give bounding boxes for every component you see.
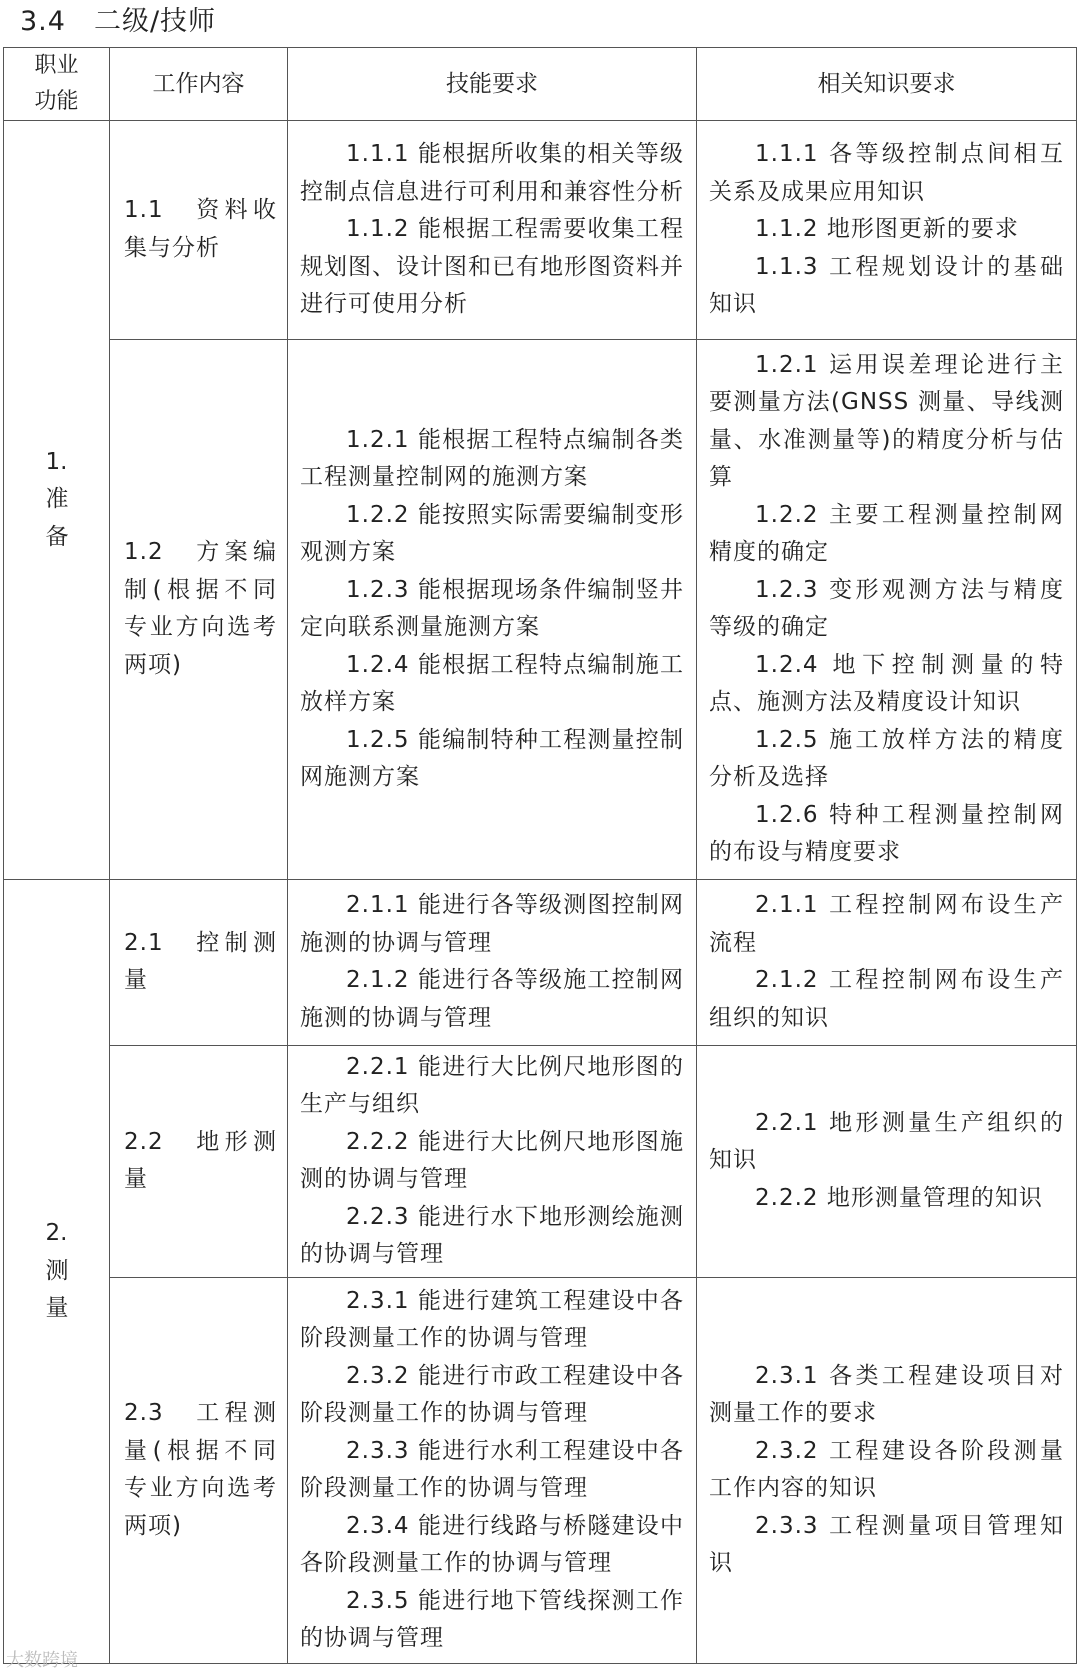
function-cell	[4, 880, 110, 1664]
function-label-line: 准	[45, 486, 69, 513]
table-header-row	[4, 48, 1077, 121]
watermark: 大数跨境	[6, 1650, 78, 1671]
skill-item: 1.2.1 能根据工程特点编制各类工程测量控制网的施测方案	[300, 426, 684, 491]
knowledge-item: 1.1.1 各等级控制点间相互关系及成果应用知识	[709, 141, 1064, 205]
function-label-line: 备	[45, 523, 69, 550]
skill-item: 2.3.2 能进行市政工程建设中各阶段测量工作的协调与管理	[300, 1362, 684, 1427]
table-row	[4, 1045, 1077, 1277]
skill-item: 2.2.1 能进行大比例尺地形图的生产与组织	[300, 1053, 684, 1118]
knowledge-requirements-cell	[697, 339, 1077, 879]
header-function-line: 职业	[34, 53, 79, 78]
header-function	[4, 48, 110, 121]
skill-item: 1.2.3 能根据现场条件编制竖井定向联系测量施测方案	[300, 576, 684, 641]
knowledge-item: 2.2.2 地形测量管理的知识	[755, 1184, 1043, 1211]
skill-item: 2.2.3 能进行水下地形测绘施测的协调与管理	[300, 1203, 684, 1268]
function-cell	[4, 121, 110, 880]
knowledge-item: 1.2.3 变形观测方法与精度等级的确定	[709, 576, 1064, 641]
skill-item: 1.1.2 能根据工程需要收集工程规划图、设计图和已有地形图资料并进行可使用分析	[300, 216, 684, 318]
knowledge-requirements-cell	[697, 121, 1077, 340]
skill-requirements-cell	[288, 339, 697, 879]
skill-item: 1.2.2 能按照实际需要编制变形观测方案	[300, 501, 684, 566]
skill-requirements-cell	[288, 1045, 697, 1277]
knowledge-item: 2.1.1 工程控制网布设生产流程	[709, 892, 1064, 956]
work-content-cell: 1.1 资料收集与分析	[110, 121, 288, 340]
knowledge-requirements-cell	[697, 880, 1077, 1045]
table-row	[4, 121, 1077, 340]
work-content-cell: 2.2 地形测量	[110, 1045, 288, 1277]
knowledge-item: 2.3.3 工程测量项目管理知识	[709, 1512, 1064, 1577]
section-heading: 3.4 二级/技师	[20, 6, 217, 37]
knowledge-item: 2.3.2 工程建设各阶段测量工作内容的知识	[709, 1437, 1064, 1502]
skills-standard-table	[3, 47, 1077, 1664]
knowledge-item: 2.1.2 工程控制网布设生产组织的知识	[709, 967, 1064, 1031]
skill-requirements-cell	[288, 880, 697, 1045]
header-work-content: 工作内容	[110, 48, 288, 121]
header-function-line: 功能	[34, 89, 79, 114]
knowledge-item: 1.1.2 地形图更新的要求	[755, 216, 1019, 243]
knowledge-item: 1.2.4 地下控制测量的特点、施测方法及精度设计知识	[709, 651, 1064, 716]
skill-item: 1.2.4 能根据工程特点编制施工放样方案	[300, 651, 684, 716]
work-content-cell: 2.3 工程测量(根据不同专业方向选考两项)	[110, 1277, 288, 1663]
work-content-cell: 2.1 控制测量	[110, 880, 288, 1045]
header-knowledge-requirements: 相关知识要求	[697, 48, 1077, 121]
function-label-line: 2.	[45, 1220, 68, 1247]
skill-item: 2.2.2 能进行大比例尺地形图施测的协调与管理	[300, 1128, 684, 1193]
table-row	[4, 1277, 1077, 1663]
function-label-line: 量	[45, 1295, 69, 1322]
header-skill-requirements: 技能要求	[288, 48, 697, 121]
skill-item: 1.1.1 能根据所收集的相关等级控制点信息进行可利用和兼容性分析	[300, 141, 684, 205]
knowledge-item: 1.2.1 运用误差理论进行主要测量方法(GNSS 测量、导线测量、水准测量等)的精度分析与估算	[709, 351, 1064, 491]
table-row	[4, 880, 1077, 1045]
knowledge-item: 1.2.5 施工放样方法的精度分析及选择	[709, 726, 1064, 791]
skill-item: 2.1.1 能进行各等级测图控制网施测的协调与管理	[300, 892, 684, 956]
skill-item: 2.3.1 能进行建筑工程建设中各阶段测量工作的协调与管理	[300, 1287, 684, 1352]
knowledge-requirements-cell	[697, 1277, 1077, 1663]
skill-requirements-cell	[288, 121, 697, 340]
skill-item: 2.3.3 能进行水利工程建设中各阶段测量工作的协调与管理	[300, 1437, 684, 1502]
skill-item: 2.1.2 能进行各等级施工控制网施测的协调与管理	[300, 967, 684, 1031]
work-content-cell: 1.2 方案编制(根据不同专业方向选考两项)	[110, 339, 288, 879]
skill-item: 1.2.5 能编制特种工程测量控制网施测方案	[300, 726, 684, 791]
knowledge-item: 1.2.2 主要工程测量控制网精度的确定	[709, 501, 1064, 566]
table-row	[4, 339, 1077, 879]
function-label-line: 测	[45, 1257, 69, 1284]
knowledge-item: 2.2.1 地形测量生产组织的知识	[709, 1109, 1064, 1174]
knowledge-item: 2.3.1 各类工程建设项目对测量工作的要求	[709, 1362, 1064, 1427]
knowledge-item: 1.1.3 工程规划设计的基础知识	[709, 253, 1064, 318]
skill-item: 2.3.4 能进行线路与桥隧建设中各阶段测量工作的协调与管理	[300, 1512, 684, 1577]
knowledge-item: 1.2.6 特种工程测量控制网的布设与精度要求	[709, 801, 1064, 866]
knowledge-requirements-cell	[697, 1045, 1077, 1277]
skill-item: 2.3.5 能进行地下管线探测工作的协调与管理	[300, 1587, 684, 1652]
function-label-line: 1.	[45, 448, 68, 475]
skill-requirements-cell	[288, 1277, 697, 1663]
